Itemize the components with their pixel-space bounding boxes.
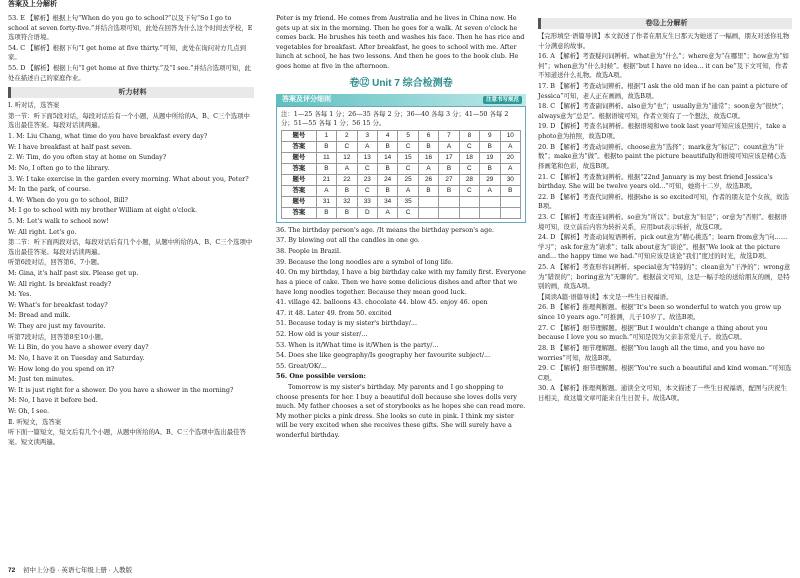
- analysis-item: 16. A 【解析】考查疑问词辨析。what意为“什么”；where意为“在哪里”；how意为“如何”；when意为“什么时候”。根据“but I have no idea... it can be”及下文可知，作者不知道送什么礼物。故选A项。: [538, 52, 789, 80]
- script-line: 5. M: Let's walk to school now!: [8, 216, 109, 225]
- answer-line: 40. On my birthday, I have a big birthday cake with my family first. Everyone has a piece of cake. Then we have some delicious dishes and after that we have long noodles together. Because they mean good luck.: [276, 268, 526, 296]
- script-line: Ⅱ. 听短文，选答案: [8, 417, 62, 426]
- script-line: 听第6段对话，回答第6、7小题。: [8, 258, 104, 267]
- grid-label-question: 题号: [282, 130, 317, 141]
- grid-answer-row: [282, 185, 521, 196]
- grid-answer-letter: [418, 207, 438, 218]
- script-line: 2. W: Tim, do you often stay at home on Sunday?: [8, 153, 167, 162]
- analysis-item: 【阅读A篇·语篇导读】本文是一些生日祝福语。: [538, 292, 673, 301]
- grid-label-answer: 答案: [282, 185, 317, 196]
- script-line: 听下面一篇短文，短文后有几个小题，从题中所给的A、B、C三个选项中选出最佳答案。短文读两遍。: [8, 428, 246, 446]
- grid-answer-letter: B: [337, 207, 357, 218]
- grid-question-row: [282, 152, 521, 163]
- grid-question-number: [480, 196, 500, 207]
- answer-line: 36. The birthday person's age. /It means the birthday person's age.: [276, 225, 495, 234]
- grid-question-number: 12: [337, 152, 357, 163]
- script-line: M: I go to school with my brother William at eight o'clock.: [8, 206, 198, 215]
- grid-question-row: [282, 196, 521, 207]
- grid-question-number: 2: [337, 130, 357, 141]
- grid-question-row: [282, 130, 521, 141]
- grid-answer-letter: C: [337, 141, 357, 152]
- analysis-item: 30. A 【解析】推理判断题。通读全文可知，本文描述了一些生日祝福语，配图与庆祝生日相关，故这篇文章可能来自生日贺卡。故选A项。: [538, 384, 787, 402]
- analysis-item: 27. C 【解析】细节理解题。根据“But I wouldn't change a thing about you because I love you so much.”可知是因为父亲非常爱儿子。故选C项。: [538, 323, 768, 342]
- answer-line: 53. When is it/What time is it/When is the party/...: [276, 340, 439, 349]
- grid-answer-row: [282, 141, 521, 152]
- analysis-item: 25. A 【解析】考查形容词辨析。special意为“特别的”；clean意为“干净的”；wrong意为“错误的”；boring意为“无聊的”。根据前文可知，这是一幅手绘的送给朋友的画，是特别的画，故选A项。: [538, 263, 791, 291]
- footer: [8, 565, 132, 574]
- answer-line: 52. How old is your sister/...: [276, 329, 368, 338]
- script-line: M: No, I have it on Tuesday and Saturday.: [8, 353, 145, 362]
- analysis-item: 29. C 【解析】细节理解题。根据“You're such a beautiful and kind woman.”可知选C项。: [538, 364, 792, 382]
- grid-answer-letter: A: [337, 163, 357, 174]
- answer-item: 53. E 【解析】根据上句“When do you go to school?”以及下句“So I go to school at seven forty-five.”并结合选项可知，此处在回答为什么这个时间去学校，E选项符合语境。: [8, 14, 253, 42]
- script-line: 3. W: I take exercise in the garden every morning. What about you, Peter?: [8, 174, 249, 183]
- analysis-item: 28. B 【解析】细节理解题。根据“You laugh all the time, and you have no worries”可知，故选B项。: [538, 343, 765, 362]
- grid-answer-letter: [439, 207, 459, 218]
- middle-column: [276, 14, 526, 442]
- grid-answer-letter: B: [418, 185, 438, 196]
- grid-answer-letter: B: [439, 185, 459, 196]
- grid-question-number: 6: [418, 130, 438, 141]
- grid-question-number: 20: [500, 152, 521, 163]
- analysis-item: 17. B 【解析】考查动词辨析。根据“I ask the old man if he can paint a picture of Jessica”可知，老人正在画画，故选B项。: [538, 82, 788, 100]
- analysis-item: 22. B 【解析】考查代词辨析。根据she is so excited可知，作者的朋友是个女孩，故选B项。: [538, 192, 790, 211]
- grid-question-number: 32: [337, 196, 357, 207]
- answer-banner-tag: 注意书写规范: [483, 96, 522, 104]
- grid-question-number: 34: [377, 196, 397, 207]
- script-line: M: Gina, it's half past six. Please get up.: [8, 269, 139, 278]
- script-line: M: In the park, of course.: [8, 185, 91, 194]
- grid-answer-letter: B: [377, 163, 397, 174]
- grid-answer-letter: [500, 207, 521, 218]
- grid-question-number: 26: [418, 174, 438, 185]
- grid-question-number: 30: [500, 174, 521, 185]
- analysis-item: 21. C 【解析】考查数词辨析。根据“22nd January is my best friend Jessica's birthday. She will be twelve years old...”可知，她将十二岁，故选B项。: [538, 172, 773, 191]
- grid-label-answer: 答案: [282, 163, 317, 174]
- analysis-item: 20. B 【解析】考查动词辨析。choose意为“选择”；mark意为“标记”；count意为“计数”；make意为“做”。根据to paint the picture beautifully和语境可知应该是精心选择画笔和色彩，故选B项。: [538, 142, 787, 170]
- grid-answer-row: [282, 163, 521, 174]
- answer-line: 38. People in Brazil.: [276, 247, 342, 256]
- grid-answer-letter: C: [459, 163, 479, 174]
- script-line: 第一节：听下面5段对话，每段对话后有一个小题，从题中所给的A、B、C三个选项中选出最佳答案。每段对话读两遍。: [8, 111, 250, 130]
- script-line: W: How long do you spend on it?: [8, 364, 115, 373]
- script-line: W: They are just my favourite.: [8, 322, 106, 331]
- grid-answer-letter: B: [337, 185, 357, 196]
- script-line: W: Li Bin, do you have a shower every day?: [8, 343, 149, 352]
- grid-question-number: 3: [357, 130, 377, 141]
- grid-answer-letter: B: [316, 163, 336, 174]
- left-top-items: [8, 14, 254, 83]
- answer-line: 54. Does she like geography/Is geography her favourite subject/...: [276, 351, 491, 360]
- grid-answer-letter: B: [316, 141, 336, 152]
- script-line: 4. W: When do you go to school, Bill?: [8, 195, 128, 204]
- grid-question-number: [418, 196, 438, 207]
- grid-answer-letter: A: [418, 163, 438, 174]
- answer-line: 39. Because the long noodles are a symbol of long life.: [276, 257, 454, 266]
- written-answers: [276, 226, 526, 372]
- grid-answer-letter: A: [500, 141, 521, 152]
- grid-answer-letter: D: [357, 207, 377, 218]
- grid-question-number: 33: [357, 196, 377, 207]
- script-line: W: I have breakfast at half past seven.: [8, 142, 132, 151]
- grid-question-number: 10: [500, 130, 521, 141]
- grid-answer-letter: [480, 207, 500, 218]
- footer-title: 初中上分卷 · 英语七年级上册 · 人教版: [23, 567, 133, 574]
- answer-banner: [276, 94, 526, 106]
- script-line: M: Just ten minutes.: [8, 375, 74, 384]
- listening-passage: Peter is my friend. He comes from Australia and he lives in China now. He gets up at six in the morning. Then he goes for a walk. At seven o'clock he comes back. He brushes his teeth and washes his face. Then he has rice and vegetables for breakfast. After breakfast, he goes to school with me. After lunch at school, he has two lessons. And then he goes to the book club. He goes home at five in the afternoon.: [276, 14, 525, 71]
- answer-grid: [281, 130, 521, 219]
- grid-question-number: 9: [480, 130, 500, 141]
- script-line: 听第7段对话，回答第8至10小题。: [8, 332, 108, 341]
- grid-answer-letter: C: [398, 141, 418, 152]
- grid-question-number: 27: [439, 174, 459, 185]
- grid-question-number: 28: [459, 174, 479, 185]
- grid-question-number: 5: [398, 130, 418, 141]
- grid-answer-letter: [459, 207, 479, 218]
- script-line: Ⅰ. 听对话，选答案: [8, 101, 60, 110]
- essay-text: Tomorrow is my sister's birthday. My parents and I go shopping to choose presents for her. I buy a beautiful doll because she loves dolls very much. My father chooses a set of storybooks as he hopes she can read more. My mother picks a pink dress. She looks so cute in pink. I think my sister will be very excited when she receives these gifts. She will surely have a wonderful birthday.: [276, 383, 526, 440]
- grid-question-number: 21: [316, 174, 336, 185]
- grid-answer-letter: C: [398, 163, 418, 174]
- analysis-item: 26. B 【解析】推理判断题。根据“It's been so wonderful to watch you grow up since 10 years ago.”可推测，儿子10岁了。故选B项。: [538, 303, 782, 322]
- grid-answer-letter: B: [480, 163, 500, 174]
- grid-question-number: [500, 196, 521, 207]
- grid-question-number: 24: [377, 174, 397, 185]
- grid-question-number: 11: [316, 152, 336, 163]
- analysis-section-title: 卷⑫上分解析: [538, 18, 792, 29]
- listening-script: [8, 101, 254, 447]
- essay-title: 56. One possible version:: [276, 372, 366, 381]
- script-line: W: It is just right for a shower. Do you have a shower in the morning?: [8, 385, 234, 394]
- grid-answer-letter: C: [357, 163, 377, 174]
- grid-answer-letter: A: [500, 163, 521, 174]
- answer-line: 37. By blowing out all the candles in one go.: [276, 236, 420, 245]
- answer-line: 51. Because today is my sister's birthday/...: [276, 319, 417, 328]
- answer-banner-label: 答案及评分细则: [282, 95, 331, 103]
- grid-answer-row: [282, 207, 521, 218]
- script-line: 1. M: Liu Chang, what time do you have breakfast every day?: [8, 132, 208, 141]
- script-line: M: Bread and milk.: [8, 311, 71, 320]
- grid-question-number: 19: [480, 152, 500, 163]
- grid-question-number: 31: [316, 196, 336, 207]
- analysis-item: 18. C 【解析】考查副词辨析。also意为“也”；usually意为“通常”；soon意为“很快”；always意为“总是”。根据语境可知，作者立刻有了一个想法，故选C项。: [538, 102, 788, 120]
- grid-answer-letter: A: [398, 185, 418, 196]
- script-line: 第二节：听下面两段对话，每段对话后有几个小题，从题中所给的A、B、C三个选项中选出最佳答案。每段对话读两遍。: [8, 238, 253, 256]
- answer-line: 55. Great/OK/...: [276, 361, 327, 370]
- right-column: [538, 14, 792, 405]
- grid-question-number: [459, 196, 479, 207]
- analysis-item: 19. D 【解析】考查名词辨析。根据语境和we took last year可知应该是照片，take a photo意为拍照，故选D项。: [538, 122, 787, 141]
- grid-label-answer: 答案: [282, 207, 317, 218]
- grid-label-answer: 答案: [282, 141, 317, 152]
- analysis-item: 23. C 【解析】考查连词辨析。so意为“所以”；but意为“但是”；or意为“否则”。根据语境可知，设立前后内容为转折关系，应用but表示转折，故选C项。: [538, 212, 787, 231]
- grid-question-number: 4: [377, 130, 397, 141]
- grid-answer-letter: C: [459, 141, 479, 152]
- grid-question-number: 7: [439, 130, 459, 141]
- grid-question-number: 17: [439, 152, 459, 163]
- grid-question-number: 22: [337, 174, 357, 185]
- answer-item: 54. C 【解析】根据下句“I get home at five thirty.”可知，此处在询问对方几点到家。: [8, 43, 246, 62]
- script-line: W: All right. Let's go.: [8, 227, 77, 236]
- unit-title: 卷⑫ Unit 7 综合检测卷: [349, 77, 453, 89]
- script-line: W: All right. Is breakfast ready?: [8, 279, 112, 288]
- grid-question-number: 29: [480, 174, 500, 185]
- grid-answer-letter: B: [377, 141, 397, 152]
- grid-question-number: 15: [398, 152, 418, 163]
- grid-answer-letter: A: [357, 141, 377, 152]
- grid-answer-letter: B: [439, 163, 459, 174]
- grid-answer-letter: A: [439, 141, 459, 152]
- grid-answer-letter: C: [398, 207, 418, 218]
- script-line: W: What's for breakfast today?: [8, 300, 108, 309]
- analysis-item: 【完形填空·语篇导读】本文叙述了作者在朋友生日那天为她送了一幅画，朋友对送你礼物十分满意的故事。: [538, 32, 790, 50]
- scoring-note: 注：1—25 各每 1 分；26—35 各每 2 分；36—40 各每 3 分；41—50 各每 2 分；51—55 各每 1 分；56 15 分。: [281, 109, 509, 128]
- left-column: [8, 14, 254, 448]
- grid-answer-letter: A: [480, 185, 500, 196]
- answer-item: 55. D 【解析】根据上句“I get home at five thirty.”及“I see.”并结合选项可知，此处在描述自己的家庭作业。: [8, 64, 251, 82]
- listening-section-title: 听力材料: [8, 87, 254, 98]
- grid-label-question: 题号: [282, 152, 317, 163]
- grid-label-question: 题号: [282, 196, 317, 207]
- grid-answer-letter: C: [459, 185, 479, 196]
- grid-answer-letter: A: [316, 185, 336, 196]
- grid-question-number: 1: [316, 130, 336, 141]
- header-title: 答案及上分解析: [8, 1, 57, 8]
- grid-question-number: 16: [418, 152, 438, 163]
- analysis-items: [538, 32, 792, 404]
- analysis-item: 24. D 【解析】考查动词短语辨析。pick out意为“精心挑选”；learn from意为“向……学习”；ask for意为“请求”；talk about意为“谈论”。根据“We look at the picture and... the happy time we had.”可知应该是谈论“我们”度过的时光，故选D项。: [538, 233, 788, 261]
- grid-question-number: 14: [377, 152, 397, 163]
- grid-answer-letter: A: [377, 207, 397, 218]
- script-line: W: Oh, I see.: [8, 406, 50, 415]
- grid-answer-letter: B: [316, 207, 336, 218]
- grid-question-number: 8: [459, 130, 479, 141]
- grid-answer-letter: B: [480, 141, 500, 152]
- script-line: M: No, I have it before bed.: [8, 396, 98, 405]
- grid-question-row: [282, 174, 521, 185]
- answer-line: 47. it 48. Later 49. from 50. excited: [276, 308, 392, 317]
- grid-question-number: 35: [398, 196, 418, 207]
- grid-answer-letter: B: [418, 141, 438, 152]
- page-number: 72: [8, 567, 16, 574]
- grid-question-number: 13: [357, 152, 377, 163]
- grid-question-number: [439, 196, 459, 207]
- answer-line: 41. village 42. balloons 43. chocolate 44. blow 45. enjoy 46. open: [276, 298, 488, 307]
- answer-key-box: [276, 106, 526, 223]
- script-line: M: No, I often go to the library.: [8, 163, 110, 172]
- grid-label-question: 题号: [282, 174, 317, 185]
- grid-answer-letter: B: [377, 185, 397, 196]
- grid-question-number: 18: [459, 152, 479, 163]
- grid-answer-letter: C: [357, 185, 377, 196]
- grid-question-number: 23: [357, 174, 377, 185]
- grid-question-number: 25: [398, 174, 418, 185]
- grid-answer-letter: B: [500, 185, 521, 196]
- script-line: M: Yes.: [8, 290, 32, 299]
